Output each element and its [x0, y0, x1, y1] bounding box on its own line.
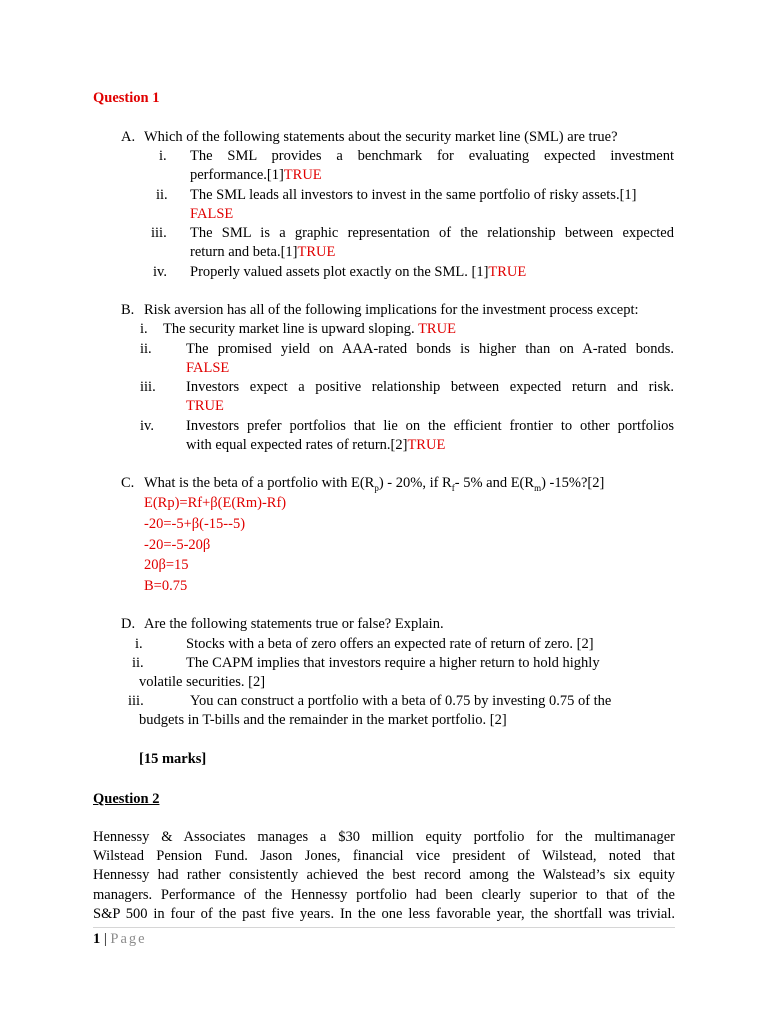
answer-label: TRUE — [407, 437, 446, 453]
part-a-item-num: iv. — [153, 264, 167, 280]
page-footer — [93, 930, 147, 949]
question-text: What is the beta of a portfolio with E(R — [144, 475, 375, 491]
marks-label: [15 marks] — [139, 751, 207, 767]
part-d-item-num: ii. — [132, 655, 144, 671]
part-d-item-cont: budgets in T-bills and the remainder in the market portfolio. [2] — [139, 712, 507, 728]
answer-label: TRUE — [297, 244, 336, 260]
page-separator: | — [103, 931, 107, 947]
part-a-item-text: The SML is a graphic representation of the relationship between expected — [190, 225, 674, 241]
item-text: return and beta.[1] — [190, 244, 298, 260]
part-d-item-num: iii. — [128, 693, 144, 709]
paragraph-line: Hennessy had rather consistently achieved the best record among the Walstead’s six equity — [93, 867, 675, 883]
paragraph-line: Wilstead Pension Fund. Jason Jones, financial vice president of Wilstead, noted that — [93, 848, 675, 864]
working-line: 20β=15 — [144, 557, 189, 573]
part-b-item-line — [163, 320, 456, 339]
part-b-item-text: Investors prefer portfolios that lie on the efficient frontier to other portfolios — [186, 418, 674, 434]
part-a-item-num: iii. — [151, 225, 167, 241]
part-a-item-num: ii. — [156, 187, 168, 203]
paragraph-line: Hennessy & Associates manages a $30 million equity portfolio for the multimanager — [93, 829, 675, 845]
answer-label: FALSE — [190, 206, 234, 222]
part-b-item-num: iii. — [140, 379, 156, 395]
item-text: with equal expected rates of return.[2] — [186, 437, 408, 453]
part-a-item-text: The SML leads all investors to invest in the same portfolio of risky assets.[1] — [190, 187, 637, 203]
part-a-question: Which of the following statements about the security market line (SML) are true? — [144, 129, 618, 145]
item-text: performance.[1] — [190, 167, 284, 183]
part-b-item-num: iv. — [140, 418, 154, 434]
question-1-title: Question 1 — [93, 90, 160, 106]
part-a-item-cont — [190, 243, 335, 262]
part-d-question: Are the following statements true or false? Explain. — [144, 616, 444, 632]
part-b-label: B. — [121, 302, 135, 318]
part-b-item-text: Investors expect a positive relationship between expected return and risk. — [186, 379, 674, 395]
subscript: p — [374, 482, 379, 493]
working-line: -20=-5-20β — [144, 537, 211, 553]
part-d-item-text: The CAPM implies that investors require a higher return to hold highly — [186, 655, 600, 671]
part-d-item-text: Stocks with a beta of zero offers an expected rate of return of zero. [2] — [186, 636, 594, 652]
paragraph-line: S&P 500 in four of the past five years. In the one less favorable year, the shortfall was trivial. — [93, 906, 675, 922]
question-text: ) - 20%, if R — [378, 475, 452, 491]
answer-label: TRUE — [418, 321, 456, 337]
answer-label: TRUE — [186, 398, 224, 414]
subscript: f — [451, 482, 455, 493]
item-text: The security market line is upward sloping. — [163, 321, 415, 337]
part-a-label: A. — [121, 129, 136, 145]
part-b-item-text: The promised yield on AAA-rated bonds is higher than on A-rated bonds. — [186, 341, 674, 357]
part-b-item-num: ii. — [140, 341, 152, 357]
part-d-label: D. — [121, 616, 136, 632]
subscript: m — [534, 482, 542, 493]
part-d-item-num: i. — [135, 636, 143, 652]
question-text: - 5% and E(R — [454, 475, 535, 491]
answer-label: TRUE — [283, 167, 322, 183]
working-line: E(Rp)=Rf+β(E(Rm)-Rf) — [144, 495, 287, 511]
part-a-item-text: The SML provides a benchmark for evaluating expected investment — [190, 148, 674, 164]
answer-label: TRUE — [488, 264, 527, 280]
part-a-item-cont — [190, 166, 322, 185]
part-b-item-cont — [186, 436, 445, 455]
part-d-item-cont: volatile securities. [2] — [139, 674, 266, 690]
part-d-item-text: You can construct a portfolio with a beta of 0.75 by investing 0.75 of the — [190, 693, 612, 709]
working-line: Β=0.75 — [144, 578, 188, 594]
working-line: -20=-5+β(-15--5) — [144, 516, 246, 532]
question-text: ) -15%?[2] — [541, 475, 605, 491]
part-b-item-num: i. — [140, 321, 148, 337]
page-word: Page — [110, 931, 147, 947]
footer-rule — [93, 927, 675, 928]
question-2-title: Question 2 — [93, 791, 160, 807]
part-c-label: C. — [121, 475, 135, 491]
paragraph-line: managers. Performance of the Hennessy portfolio had been clearly superior to that of the — [93, 887, 675, 903]
item-text: Properly valued assets plot exactly on the SML. [1] — [190, 264, 489, 280]
part-a-item-num: i. — [159, 148, 167, 164]
page-number: 1 — [93, 931, 101, 947]
part-a-item-line — [190, 263, 526, 282]
part-b-question: Risk aversion has all of the following implications for the investment process except: — [144, 302, 639, 318]
answer-label: FALSE — [186, 360, 230, 376]
